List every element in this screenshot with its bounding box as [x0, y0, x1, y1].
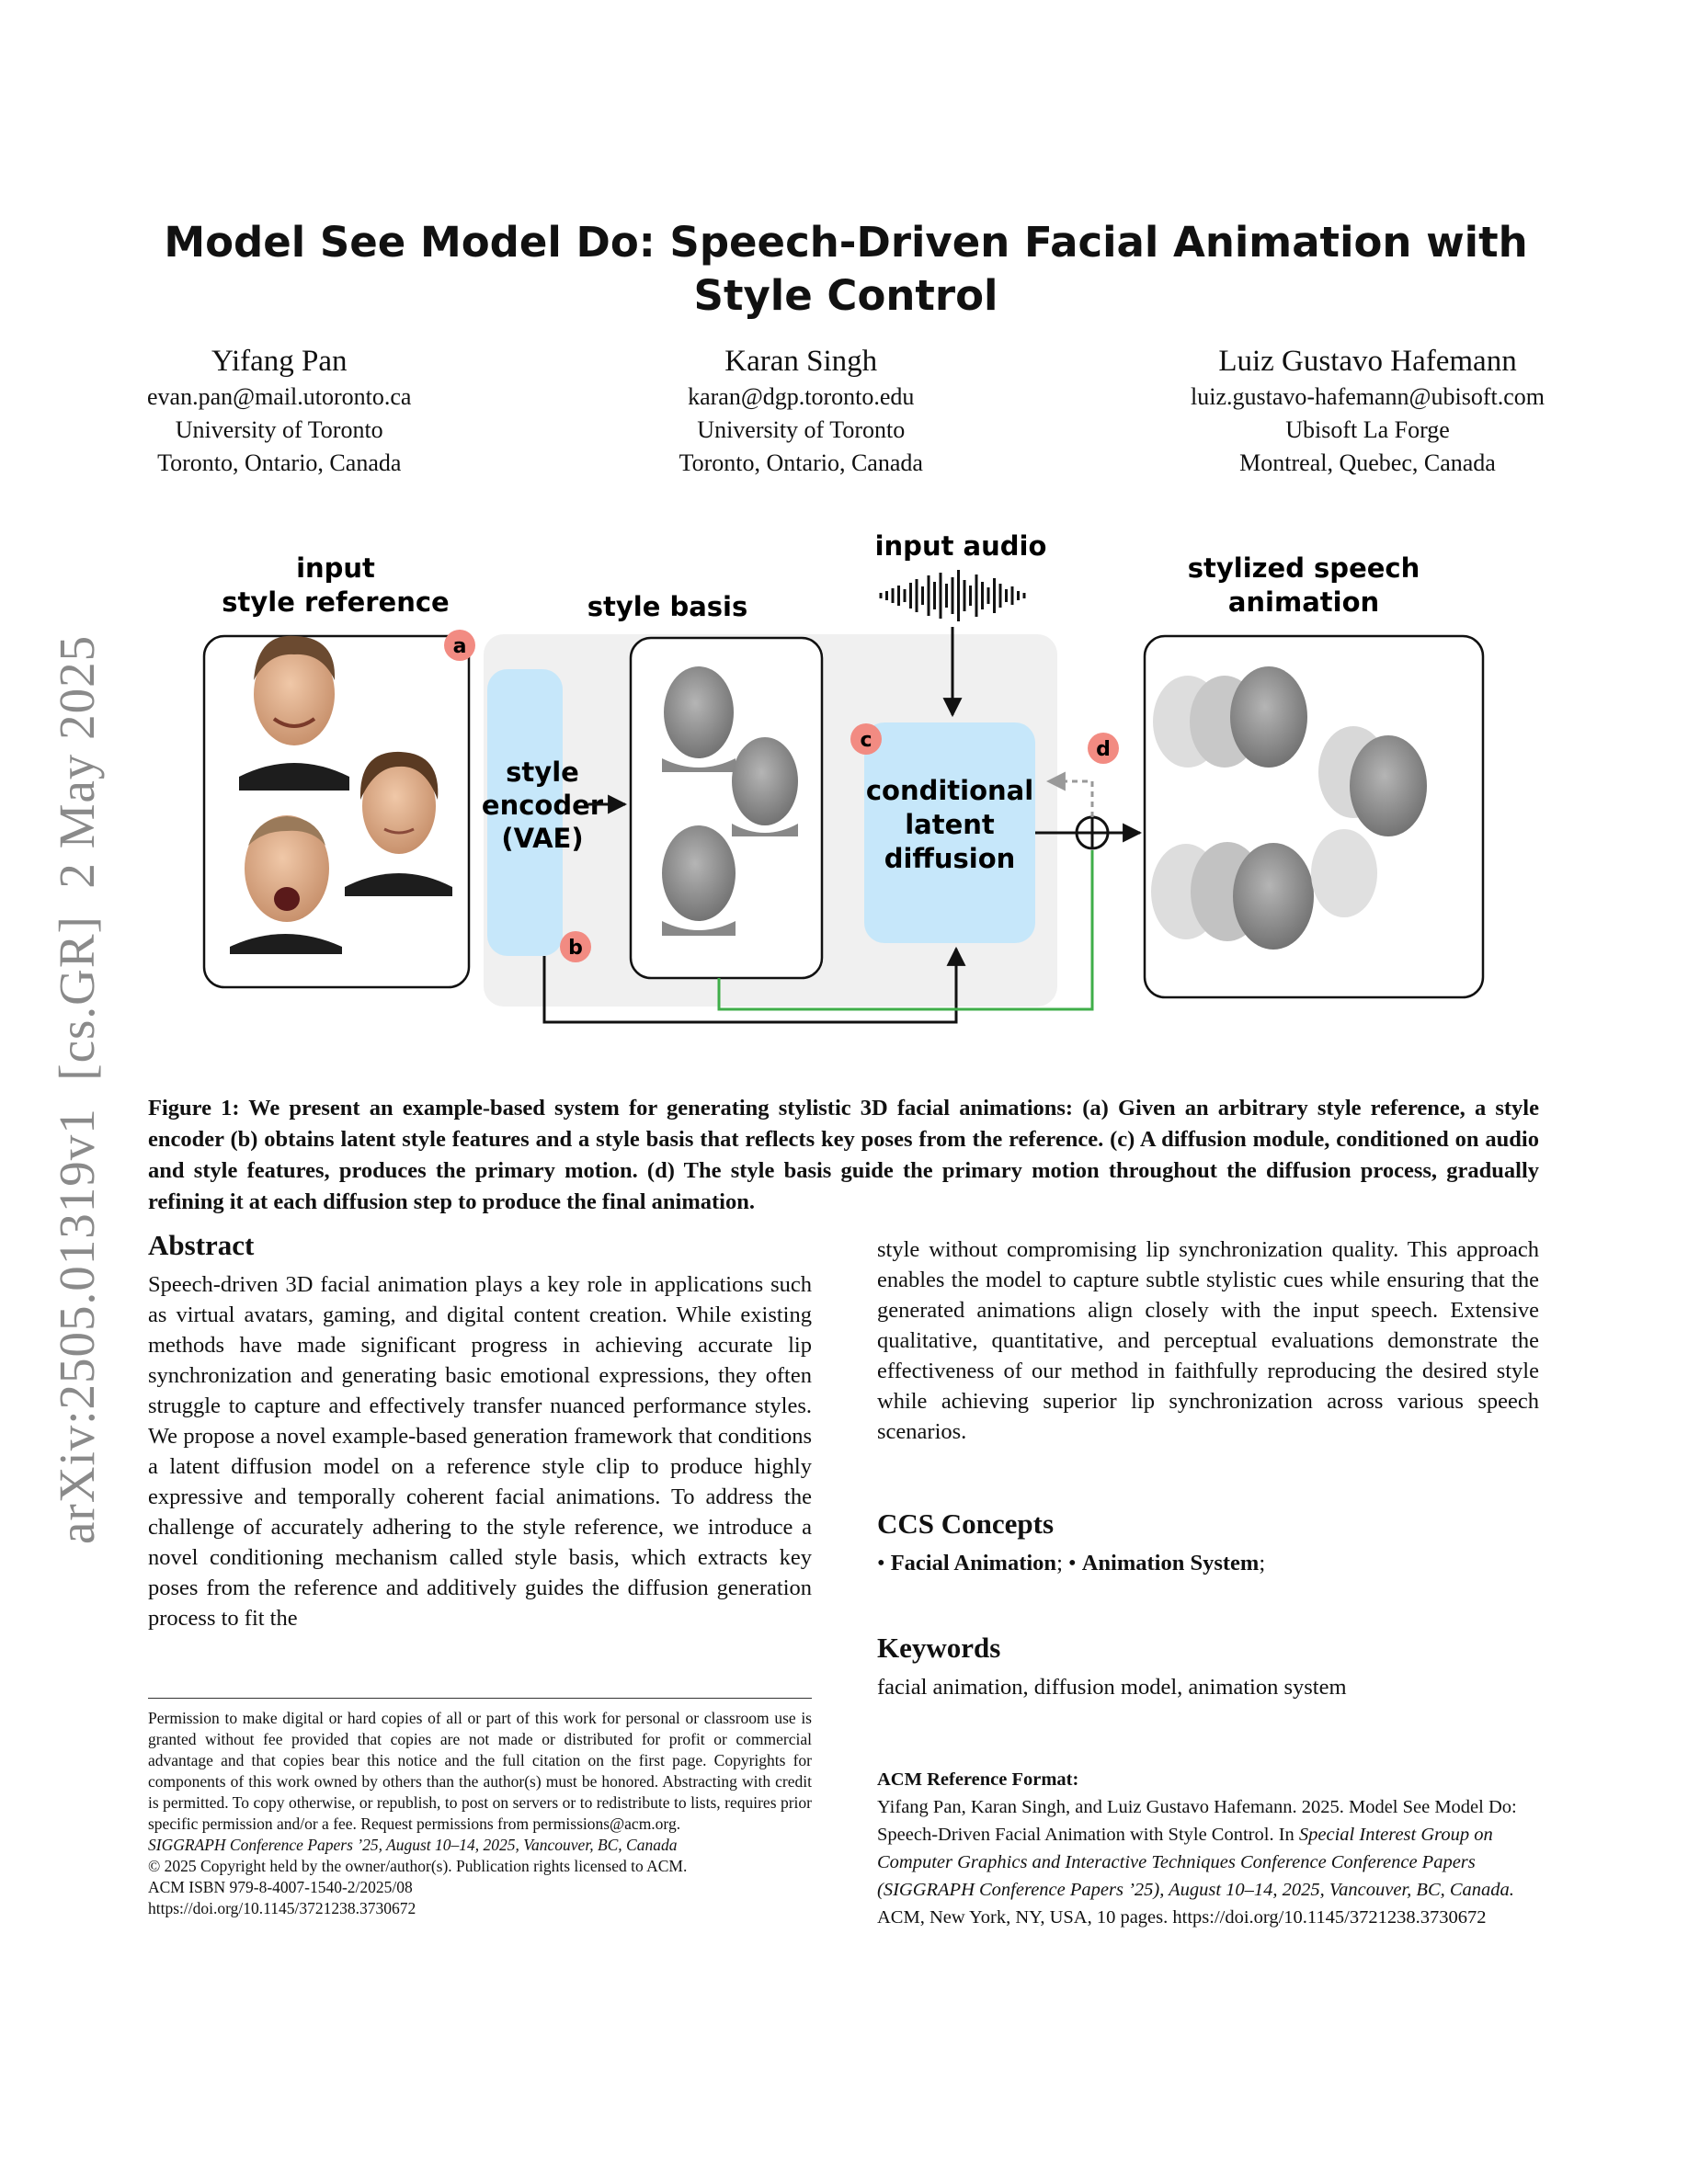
author-location: Toronto, Ontario, Canada — [157, 449, 402, 476]
isbn-text: ACM ISBN 979-8-4007-1540-2/2025/08 — [148, 1878, 413, 1896]
svg-text:b: b — [568, 937, 583, 960]
audio-waveform — [881, 570, 1024, 621]
diffusion-label-2: latent — [905, 809, 995, 840]
author-email[interactable]: luiz.gustavo-hafemann@ubisoft.com — [1191, 383, 1545, 410]
figure-caption: Figure 1: We present an example-based system for generating stylistic 3D facial animations: (a) Given an arbitrary style reference, a style encoder (b) obtains latent style features and a style basis that reflects key poses from the reference. (c) A diffusion module, conditioned on audio and style features, produces the primary motion. (d) The style basis guide the primary motion throughout the diffusion process, gradually refining it at each diffusion step to produce the final animation. — [148, 1096, 1539, 1214]
acm-reference-text — [877, 1793, 1539, 1931]
author-name: Luiz Gustavo Hafemann — [1218, 345, 1517, 378]
arxiv-stamp: arXiv:2505.01319v1 [cs.GR] 2 May 2025 — [49, 634, 105, 1544]
abstract-heading: Abstract — [148, 1229, 255, 1261]
author-2 — [679, 342, 923, 480]
author-affiliation: University of Toronto — [697, 416, 906, 443]
encoder-label-2: encoder — [481, 790, 604, 821]
permission-text: Permission to make digital or hard copies of all or part of this work for personal or classroom use is granted without fee provided that copies are not made or distributed for profit or commercial advantage and that copies bear this notice and the full citation on the first page. Copyrights for components of this work owned by others than the author(s) must be honored. Abstracting with credit is permitted. To copy otherwise, or republish, to post on servers or to redistribute to lists, requires prior specific permission and/or a fee. Request permissions from permissions@acm.org. — [148, 1709, 812, 1833]
author-location: Toronto, Ontario, Canada — [679, 449, 923, 476]
encoder-label-1: style — [506, 756, 579, 788]
ccs-heading: CCS Concepts — [877, 1507, 1055, 1540]
input-style-label-2: style reference — [222, 586, 450, 618]
doi-link[interactable]: https://doi.org/10.1145/3721238.3730672 — [148, 1899, 416, 1917]
copyright-footnote — [148, 1698, 812, 1919]
keywords-heading: Keywords — [877, 1632, 1001, 1664]
acm-reference-italic: Special Interest Group on Computer Graphics and Interactive Techniques Conference Conference Papers (SIGGRAPH Conference Papers ’25), August 10–14, 2025, Vancouver, BC, Canada. — [877, 1825, 1514, 1900]
author-name: Yifang Pan — [211, 345, 348, 378]
encoder-label-3: (VAE) — [501, 823, 584, 854]
author-name: Karan Singh — [724, 345, 878, 378]
author-1 — [147, 342, 411, 480]
input-audio-label: input audio — [874, 530, 1047, 562]
diffusion-label-3: diffusion — [884, 843, 1016, 874]
author-email[interactable]: karan@dgp.toronto.edu — [688, 383, 915, 410]
style-basis-label: style basis — [587, 591, 748, 622]
input-style-label-1: input — [296, 552, 375, 584]
abstract-text-right: style without compromising lip synchronization quality. This approach enables the model to capture subtle stylistic cues while ensuring that the generated animations align closely with the input speech. Extensive qualitative, quantitative, and perceptual evaluations demonstrate the effectiveness of our method in faithfully reproducing the desired style while achieving superior lip synchronization across various speech scenarios. — [877, 1237, 1539, 1444]
copyright-text: © 2025 Copyright held by the owner/author(s). Publication rights licensed to ACM. — [148, 1857, 688, 1875]
author-affiliation: Ubisoft La Forge — [1285, 416, 1450, 443]
ccs-item-1: Facial Animation — [890, 1551, 1057, 1575]
diffusion-label-1: conditional — [865, 775, 1034, 806]
acm-reference — [877, 1766, 1539, 1931]
author-location: Montreal, Quebec, Canada — [1239, 449, 1496, 476]
ccs-item-2: Animation System — [1081, 1551, 1260, 1575]
author-email[interactable]: evan.pan@mail.utoronto.ca — [147, 383, 412, 410]
keywords-text: facial animation, diffusion model, animation system — [877, 1675, 1347, 1700]
left-column — [148, 1227, 812, 1633]
author-3 — [1191, 342, 1545, 480]
venue-text: SIGGRAPH Conference Papers ’25, August 10–14, 2025, Vancouver, BC, Canada — [148, 1836, 678, 1854]
stylized-label-1: stylized speech — [1187, 552, 1420, 584]
svg-text:c: c — [860, 729, 873, 752]
author-affiliation: University of Toronto — [175, 416, 383, 443]
svg-text:d: d — [1096, 738, 1111, 761]
svg-text:a: a — [452, 635, 467, 658]
acm-reference-heading: ACM Reference Format: — [877, 1769, 1079, 1790]
teaser-figure — [184, 524, 1508, 1057]
author-block — [147, 342, 1545, 480]
abstract-text-left: Speech-driven 3D facial animation plays a key role in applications such as virtual avatars, gaming, and digital content creation. While existing methods have made significant progress in achieving accurate lip synchronization and generating basic emotional expressions, they often struggle to capture and effectively transfer nuanced performance styles. We propose a novel example-based generation framework that conditions a latent diffusion model on a reference style clip to produce highly expressive and temporally coherent facial animations. To address the challenge of accurately adhering to the style reference, we introduce a novel conditioning mechanism called style basis, which extracts key poses from the reference and additively guides the diffusion generation process to fit the — [148, 1272, 812, 1631]
right-column — [877, 1234, 1539, 1702]
ccs-items: • Facial Animation; • Animation System; — [877, 1551, 1266, 1575]
acm-reference-tail: ACM, New York, NY, USA, 10 pages. https://doi.org/10.1145/3721238.3730672 — [877, 1907, 1487, 1928]
paper-title: Model See Model Do: Speech-Driven Facial Animation with Style Control — [164, 218, 1528, 320]
stylized-label-2: animation — [1227, 586, 1380, 618]
acm-reference-plain: Yifang Pan, Karan Singh, and Luiz Gustavo Hafemann. 2025. Model See Model Do: Speech-Driven Facial Animation with Style Control. In — [877, 1797, 1517, 1845]
